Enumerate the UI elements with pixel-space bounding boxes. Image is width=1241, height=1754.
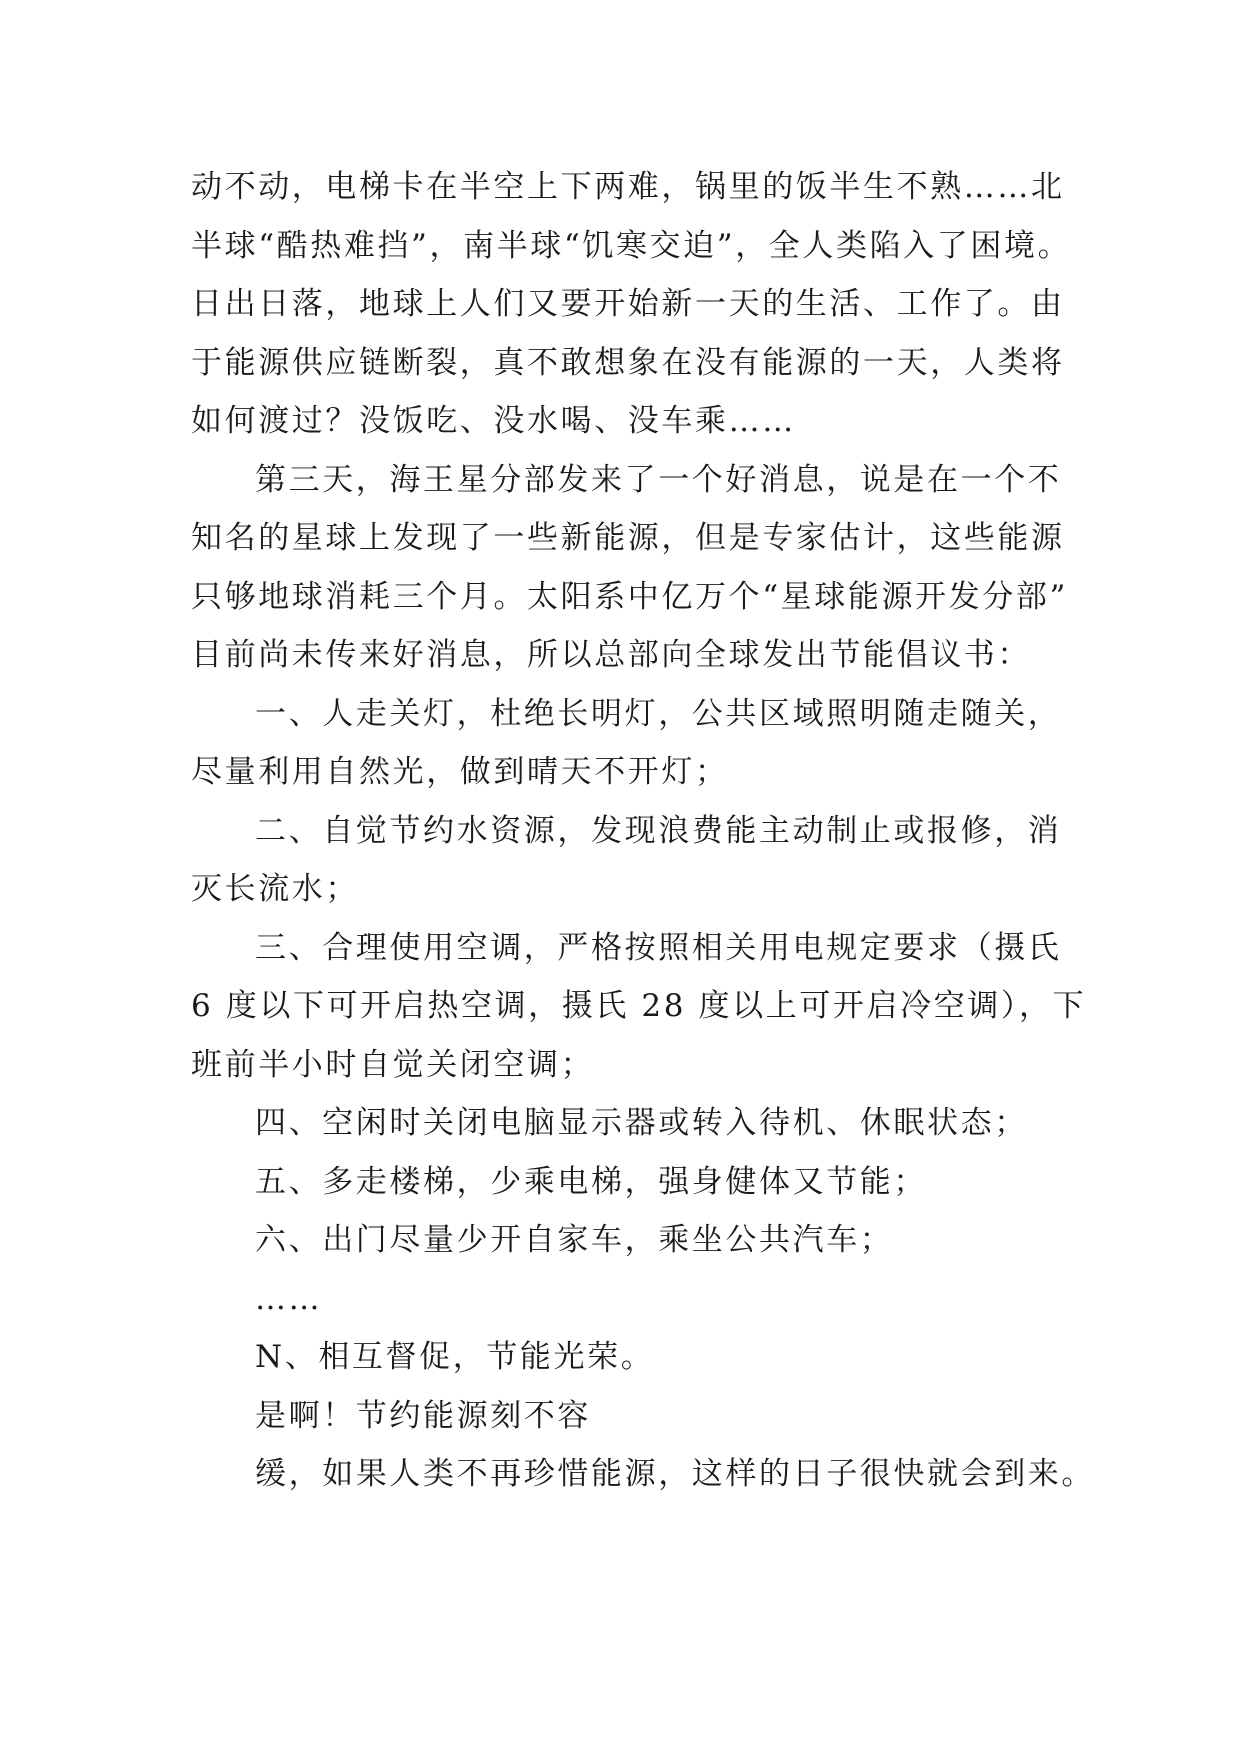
text-line: 灭长流水； [191, 871, 359, 907]
text-line: 目前尚未传来好消息，所以总部向全球发出节能倡议书： [191, 637, 1031, 673]
text-line: 班前半小时自觉关闭空调； [191, 1046, 595, 1083]
text-line: N、相互督促，节能光荣。 [255, 1339, 655, 1375]
text-line: 半球“酷热难挡”，南半球“饥寒交迫”，全人类陷入了困境。 [191, 227, 1072, 264]
text-line: 四、空闲时关闭电脑显示器或转入待机、休眠状态； [255, 1105, 1028, 1141]
text-line: 是啊！节约能源刻不容 [255, 1397, 591, 1434]
text-line: 于能源供应链断裂，真不敢想象在没有能源的一天，人类将 [191, 344, 1065, 381]
body-text [191, 158, 1095, 1504]
text-line: 日出日落，地球上人们又要开始新一天的生活、工作了。由 [191, 286, 1065, 322]
text-line: 6 度以下可开启热空调，摄氏 28 度以上可开启冷空调），下 [191, 988, 1087, 1024]
text-line: 三、合理使用空调，严格按照相关用电规定要求（摄氏 [255, 929, 1062, 966]
text-line: 如何渡过？没饭吃、没水喝、没车乘…… [191, 403, 796, 439]
text-line: 一、人走关灯，杜绝长明灯，公共区域照明随走随关， [255, 695, 1062, 732]
text-line: 第三天，海王星分部发来了一个好消息，说是在一个不 [255, 461, 1062, 498]
text-line: 二、自觉节约水资源，发现浪费能主动制止或报修，消 [255, 812, 1062, 849]
text-line: 缓，如果人类不再珍惜能源，这样的日子很快就会到来。 [255, 1456, 1095, 1492]
text-line: 尽量利用自然光，做到晴天不开灯； [191, 754, 729, 790]
text-line: 动不动，电梯卡在半空上下两难，锅里的饭半生不熟……北 [191, 169, 1065, 205]
text-line: 六、出门尽量少开自家车，乘坐公共汽车； [255, 1222, 894, 1258]
text-line: 知名的星球上发现了一些新能源，但是专家估计，这些能源 [191, 520, 1065, 556]
text-line: 五、多走楼梯，少乘电梯，强身健体又节能； [255, 1163, 927, 1200]
text-line: 只够地球消耗三个月。太阳系中亿万个“星球能源开发分部” [191, 578, 1068, 615]
text-line: …… [255, 1280, 323, 1317]
